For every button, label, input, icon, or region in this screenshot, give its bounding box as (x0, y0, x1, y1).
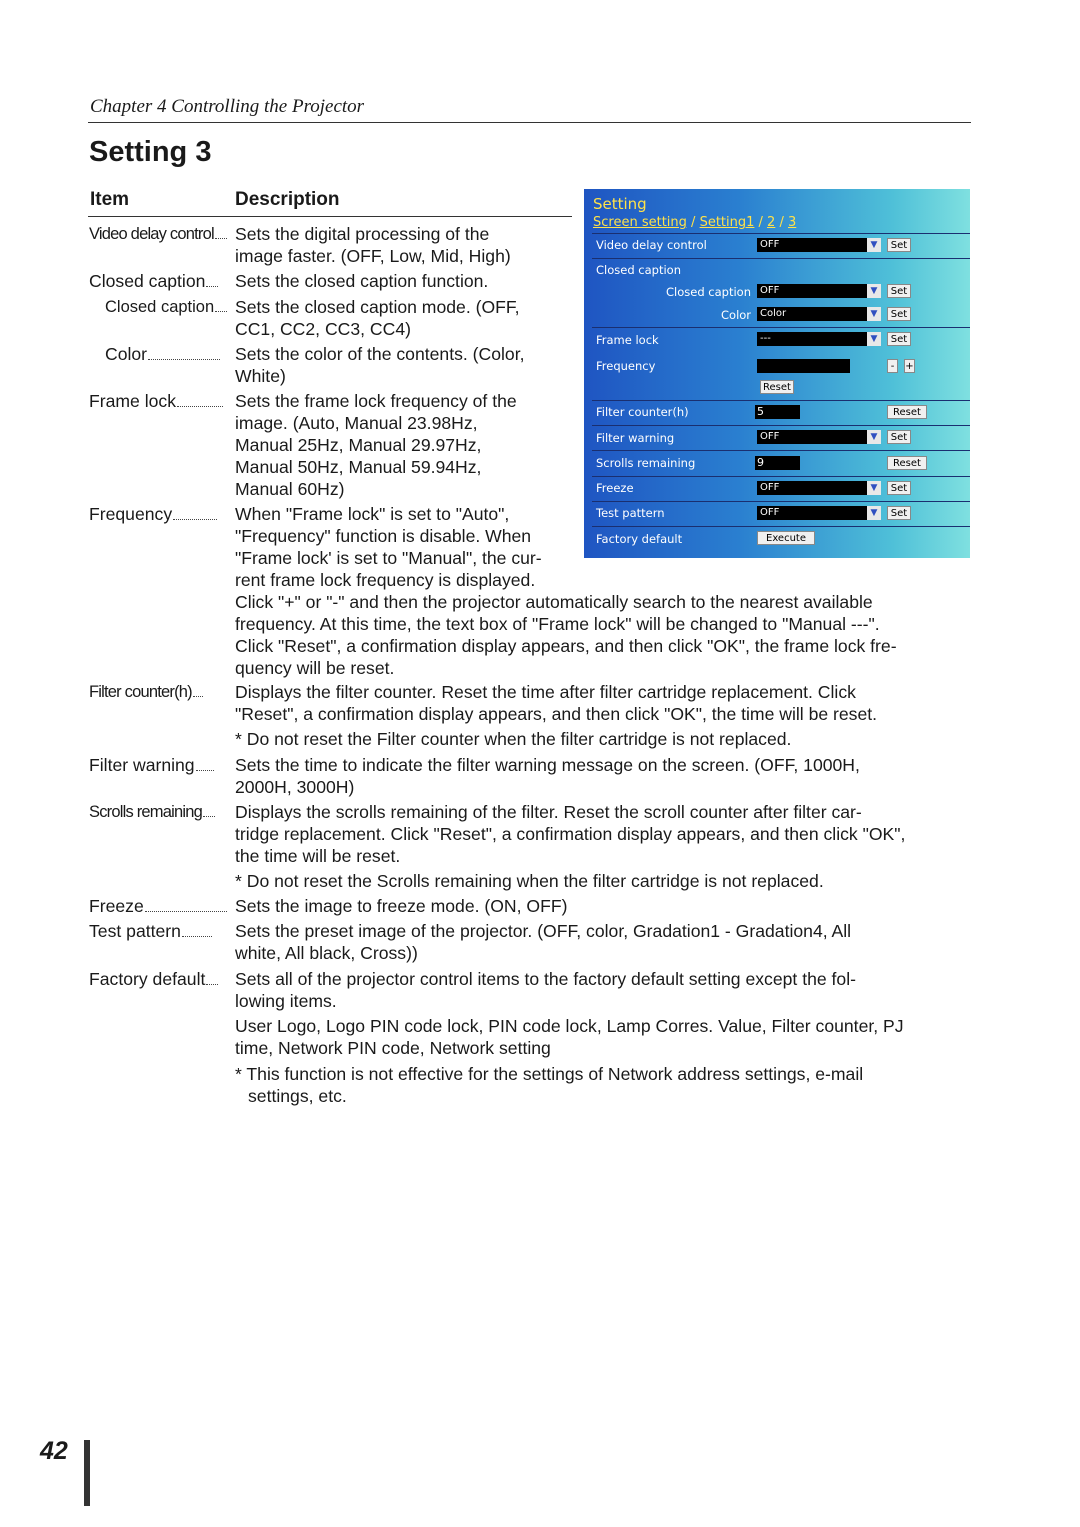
desc-line: white, All black, Cross)) (235, 943, 418, 963)
entry-description (235, 390, 565, 500)
label-text: Filter warning (89, 755, 195, 775)
freeze-set-button[interactable]: Set (887, 481, 911, 495)
dot-leader (182, 936, 212, 937)
desc-line: Displays the scrolls remaining of the filter. Reset the scroll counter after filter car- (235, 802, 862, 822)
label-text: Closed caption (89, 271, 206, 291)
dot-leader (206, 286, 218, 287)
desc-line: "Reset", a confirmation display appears, and then click "OK", the time will be reset. (235, 704, 878, 724)
note-scrolls-remaining: * Do not reset the Scrolls remaining when the filter cartridge is not replaced. (235, 871, 824, 891)
panel-row-filter-warning (592, 426, 970, 450)
cc-mode-select[interactable] (757, 284, 881, 298)
desc-line: Manual 60Hz) (235, 479, 345, 499)
desc-line: Manual 50Hz, Manual 59.94Hz, (235, 457, 482, 477)
chevron-down-icon: ▼ (867, 332, 881, 346)
row-label: Freeze (596, 481, 634, 495)
chapter-heading: Chapter 4 Controlling the Projector (90, 96, 365, 117)
cc-color-set-button[interactable]: Set (887, 307, 911, 321)
chevron-down-icon: ▼ (867, 284, 881, 298)
row-label: Frequency (596, 359, 656, 373)
desc-line: CC1, CC2, CC3, CC4) (235, 319, 411, 339)
select-value: OFF (760, 431, 780, 442)
test-pattern-set-button[interactable]: Set (887, 506, 911, 520)
panel-breadcrumb (593, 215, 796, 230)
desc-line: User Logo, Logo PIN code lock, PIN code lock, Lamp Corres. Value, Filter counter, PJ (235, 1016, 904, 1036)
crumb-separator: / (754, 215, 768, 230)
entry-description (235, 270, 565, 292)
desc-line: Sets the preset image of the projector. (OFF, color, Gradation1 - Gradation4, All (235, 921, 852, 941)
label-text: Color (105, 344, 148, 364)
desc-line: quency will be reset. (235, 658, 395, 678)
panel-row-frame-lock (592, 328, 970, 352)
label-text: Frame lock (89, 391, 177, 411)
label-text: Scrolls remaining (89, 803, 202, 821)
crumb-separator: / (686, 215, 700, 230)
chapter-rule (88, 122, 971, 123)
select-value: OFF (760, 285, 780, 296)
frequency-minus-button[interactable]: - (887, 359, 898, 373)
label-text: Factory default (89, 969, 206, 989)
panel-title: Setting (593, 195, 647, 213)
frequency-plus-button[interactable]: + (905, 361, 914, 372)
video-delay-select[interactable] (757, 238, 881, 252)
select-value: OFF (760, 482, 780, 493)
desc-line: Click "+" or "-" and then the projector automatically search to the nearest available (235, 592, 873, 612)
filter-counter-value: 5 (755, 405, 800, 419)
column-header-description: Description (235, 189, 340, 210)
dot-leader (215, 238, 227, 239)
desc-line: Sets the closed caption function. (235, 271, 489, 291)
select-value: OFF (760, 239, 780, 250)
panel-row-filter-counter (592, 400, 970, 424)
desc-line: tridge replacement. Click "Reset", a confirmation display appears, and then click "OK", (235, 824, 906, 844)
desc-line: "Frame lock' is set to "Manual", the cur- (235, 548, 542, 568)
dot-leader (177, 406, 223, 407)
desc-line: frequency. At this time, the text box of "Frame lock" will be changed to "Manual ---". (235, 614, 880, 634)
chevron-down-icon: ▼ (867, 307, 881, 321)
label-text: Closed caption (105, 298, 215, 316)
label-text: Video delay control (89, 225, 214, 243)
desc-line: 2000H, 3000H) (235, 777, 355, 797)
entry-label (89, 270, 218, 292)
desc-line: White) (235, 366, 286, 386)
select-value: OFF (760, 507, 780, 518)
panel-row-scrolls-remaining (592, 451, 970, 475)
test-pattern-select[interactable] (757, 506, 881, 520)
note-filter-counter: * Do not reset the Filter counter when the filter cartridge is not replaced. (235, 729, 792, 749)
factory-default-execute-button[interactable]: Execute (757, 531, 815, 545)
dot-leader (173, 519, 217, 520)
panel-row-cc-color (592, 303, 970, 327)
row-label: Video delay control (596, 238, 707, 252)
cc-color-select[interactable] (757, 307, 881, 321)
dot-leader (203, 816, 215, 817)
chevron-down-icon: ▼ (867, 481, 881, 495)
note-factory-default-cont: settings, etc. (248, 1086, 347, 1106)
freeze-select[interactable] (757, 481, 881, 495)
entry-description (235, 920, 974, 964)
filter-counter-reset-button[interactable]: Reset (887, 405, 927, 419)
panel-row-closed-caption (592, 258, 970, 282)
panel-row-video-delay (592, 233, 970, 257)
scrolls-reset-button[interactable]: Reset (887, 456, 927, 470)
video-delay-set-button[interactable]: Set (887, 238, 911, 252)
crumb-separator: / (775, 215, 788, 230)
row-label: Scrolls remaining (596, 456, 696, 470)
row-label: Factory default (596, 532, 683, 546)
desc-line: Manual 25Hz, Manual 29.97Hz, (235, 435, 482, 455)
dot-leader (148, 359, 220, 360)
entry-description (235, 343, 565, 387)
entry-label (89, 223, 227, 245)
panel-row-test-pattern (592, 501, 970, 525)
panel-row-cc-mode (592, 280, 970, 304)
chevron-down-icon: ▼ (867, 506, 881, 520)
scrolls-remaining-value: 9 (755, 456, 800, 470)
dot-leader (145, 911, 227, 912)
header-rule (88, 216, 572, 217)
desc-line: Sets the color of the contents. (Color, (235, 344, 525, 364)
row-label: Filter warning (596, 431, 675, 445)
label-text: Frequency (89, 504, 173, 524)
label-text: Test pattern (89, 921, 181, 941)
select-value: Color (760, 308, 787, 319)
entry-description (235, 801, 974, 867)
desc-line: image. (Auto, Manual 23.98Hz, (235, 413, 478, 433)
desc-line: the time will be reset. (235, 846, 401, 866)
desc-line: image faster. (OFF, Low, Mid, High) (235, 246, 511, 266)
desc-line: When "Frame lock" is set to "Auto", (235, 504, 510, 524)
row-label: Closed caption (596, 263, 681, 277)
frame-lock-set-button[interactable]: Set (887, 332, 911, 346)
dot-leader (196, 770, 214, 771)
label-text: Filter counter(h) (89, 683, 192, 701)
desc-line: time, Network PIN code, Network setting (235, 1038, 551, 1058)
desc-line: Sets all of the projector control items to the factory default setting except the fol- (235, 969, 856, 989)
chevron-down-icon: ▼ (867, 238, 881, 252)
chevron-down-icon: ▼ (867, 430, 881, 444)
crumb-screen-setting[interactable]: Screen setting (593, 215, 687, 230)
entry-label (89, 968, 218, 990)
entry-description (235, 895, 974, 917)
cc-mode-set-button[interactable]: Set (887, 284, 911, 298)
desc-line: Click "Reset", a confirmation display appears, and then click "OK", the frame lock fre- (235, 636, 897, 656)
label-text: Freeze (89, 896, 144, 916)
desc-line: Sets the image to freeze mode. (ON, OFF) (235, 896, 568, 916)
filter-warning-select[interactable] (757, 430, 881, 444)
filter-warning-set-button[interactable]: Set (887, 430, 911, 444)
entry-description (235, 681, 974, 725)
dot-leader (215, 311, 227, 312)
desc-line: Sets the closed caption mode. (OFF, (235, 297, 520, 317)
entry-label (89, 503, 217, 525)
column-header-item: Item (90, 189, 130, 210)
entry-label (89, 754, 214, 776)
row-label: Closed caption (666, 285, 751, 299)
desc-line: lowing items. (235, 991, 337, 1011)
desc-line: Sets the digital processing of the (235, 224, 490, 244)
frame-lock-select[interactable] (757, 332, 881, 346)
crumb-page-3[interactable]: 3 (787, 215, 797, 230)
desc-line: Sets the frame lock frequency of the (235, 391, 517, 411)
panel-row-freeze (592, 476, 970, 500)
setting-panel-screenshot (584, 189, 970, 558)
select-value: --- (760, 333, 771, 344)
entry-description (235, 223, 565, 267)
desc-line: rent frame lock frequency is displayed. (235, 570, 536, 590)
entry-label (105, 343, 220, 365)
panel-row-frequency (592, 354, 970, 393)
entry-description (235, 754, 974, 798)
entry-label (89, 895, 227, 917)
desc-line: Sets the time to indicate the filter warning message on the screen. (OFF, 1000H, (235, 755, 860, 775)
entry-description (235, 968, 974, 1059)
note-factory-default: * This function is not effective for the settings of Network address settings, e-mail (235, 1064, 864, 1084)
desc-line: "Frequency" function is disable. When (235, 526, 532, 546)
entry-label (89, 681, 203, 703)
frequency-reset-button[interactable]: Reset (760, 380, 794, 394)
frequency-input[interactable] (757, 359, 850, 373)
desc-line: Displays the filter counter. Reset the time after filter cartridge replacement. Click (235, 682, 856, 702)
entry-label (89, 920, 212, 942)
entry-description (235, 296, 565, 340)
row-label: Test pattern (596, 506, 665, 520)
page-number: 42 (40, 1437, 68, 1465)
entry-label (105, 296, 227, 318)
row-label: Frame lock (596, 333, 659, 347)
crumb-page-2[interactable]: 2 (767, 215, 776, 230)
dot-leader (193, 696, 203, 697)
dot-leader (206, 984, 218, 985)
row-label: Filter counter(h) (596, 405, 689, 419)
entry-label (89, 801, 215, 823)
panel-row-factory-default (592, 527, 970, 551)
page-title: Setting 3 (89, 136, 212, 168)
crumb-setting1[interactable]: Setting1 (699, 215, 755, 230)
entry-label (89, 390, 223, 412)
page-number-bar (84, 1440, 90, 1506)
row-label: Color (721, 308, 752, 322)
